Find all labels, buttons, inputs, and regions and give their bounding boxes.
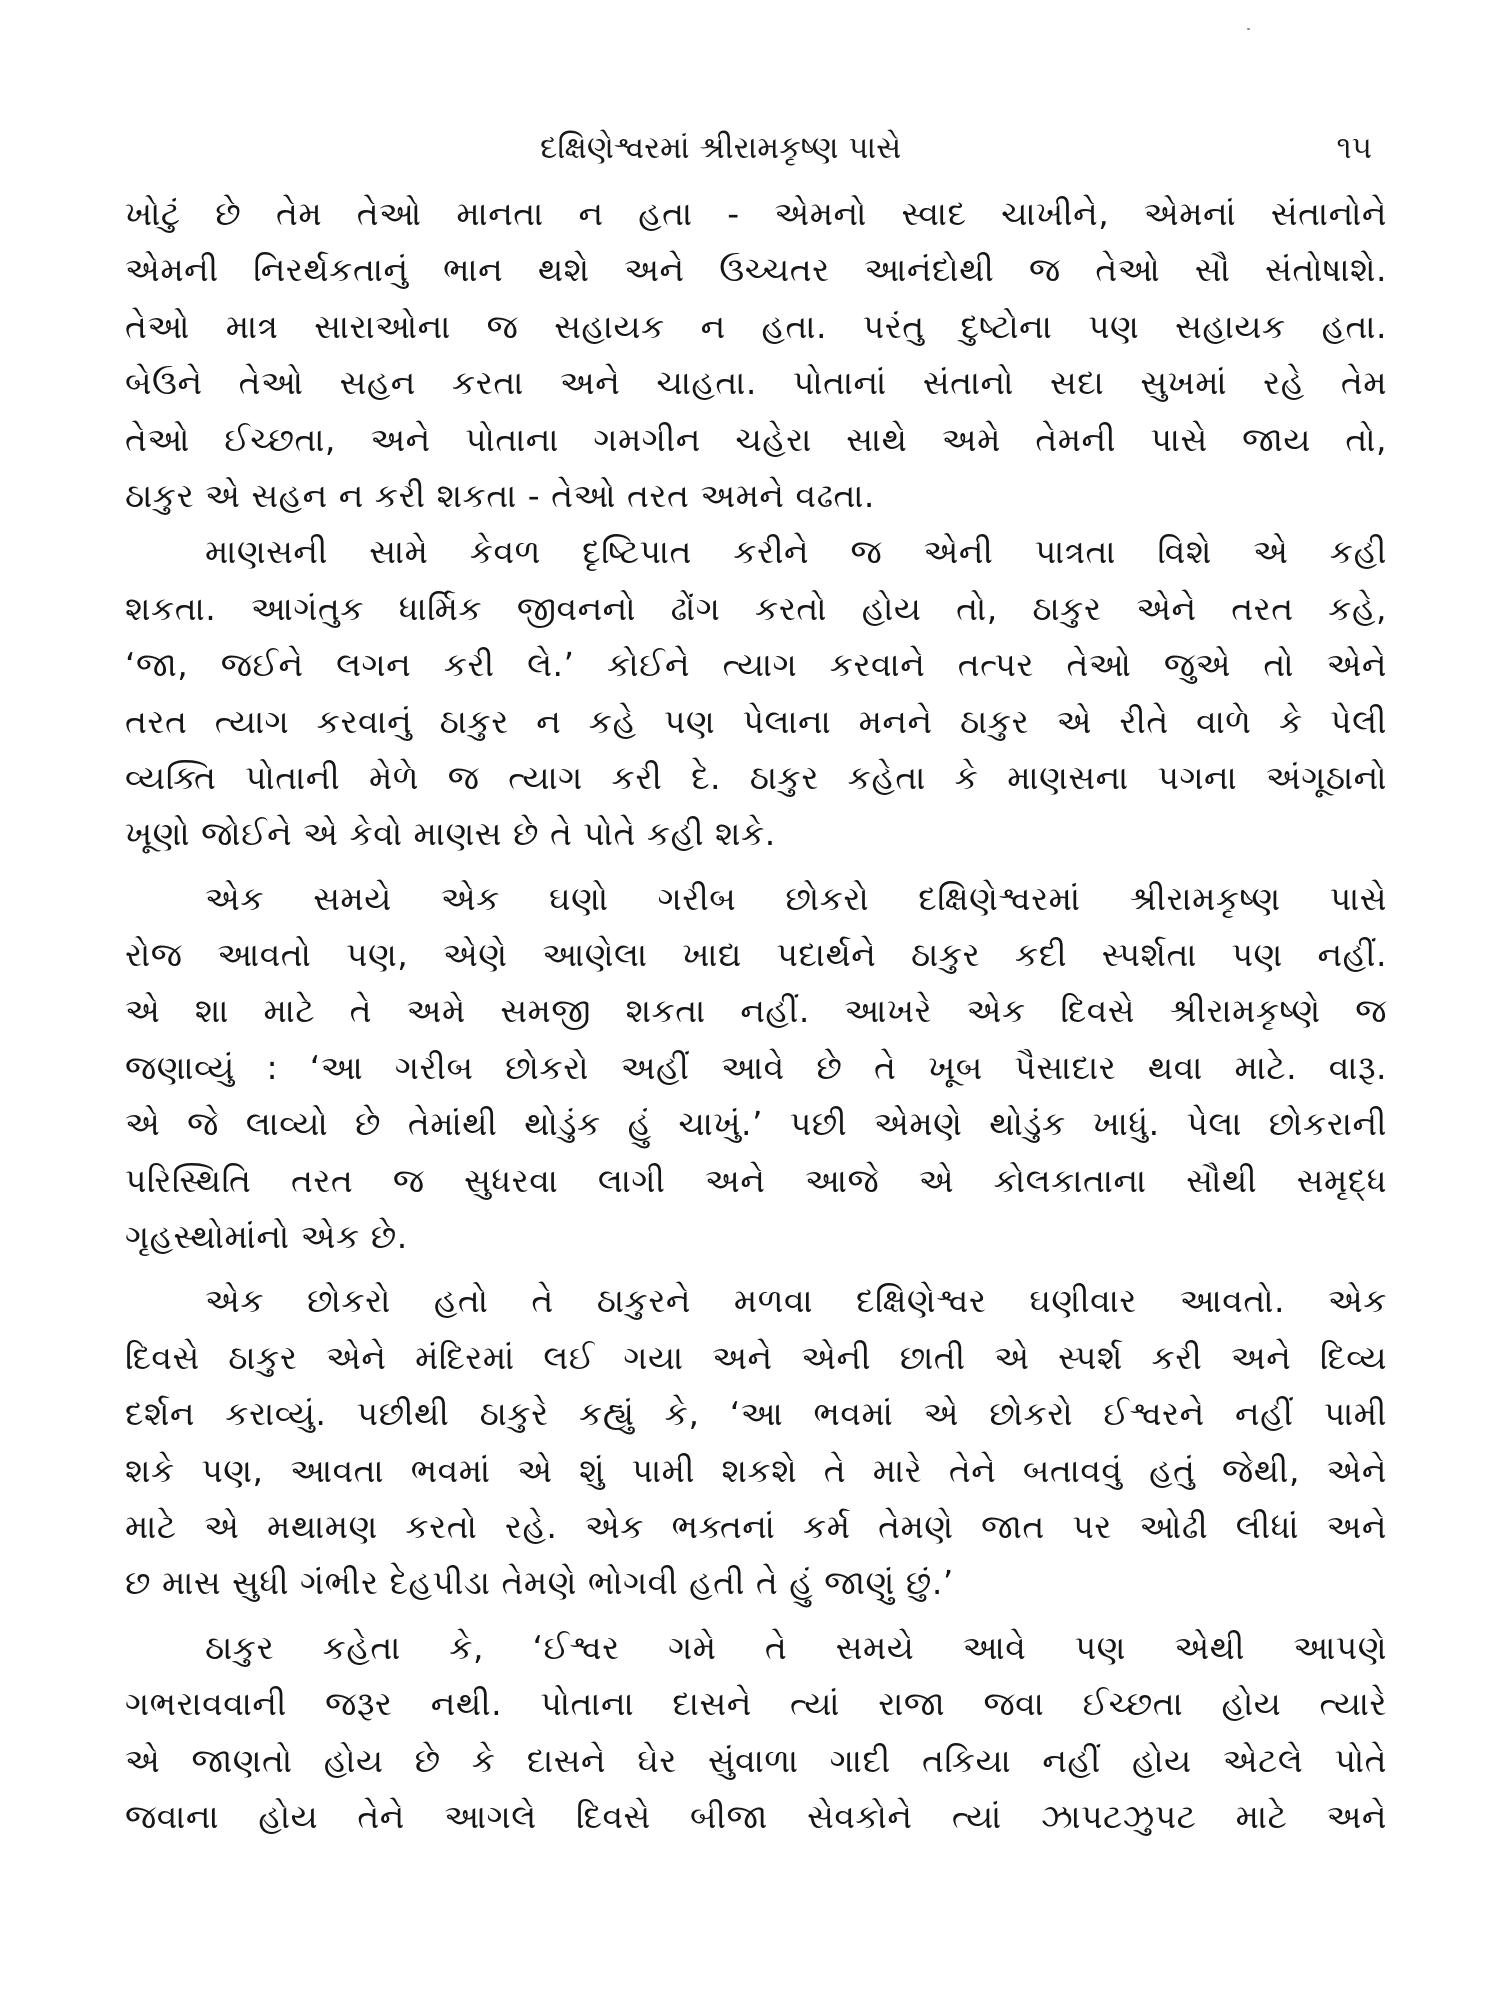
paragraph-4 <box>125 1273 1387 1611</box>
text-line: તેઓ ઈચ્છતા, અને પોતાના ગમગીન ચહેરા સાથે અમે તેમની પાસે જાય તો, <box>125 419 1387 459</box>
print-speck <box>1247 28 1250 30</box>
paragraph-1 <box>125 186 1387 524</box>
page-header <box>0 124 1500 184</box>
text-line: દિવસે ઠાકુર એને મંદિરમાં લઈ ગયા અને એની છાતી એ સ્પર્શ કરી અને દિવ્ય <box>125 1337 1387 1377</box>
paragraph-gap <box>125 863 1387 871</box>
text-line: એ જાણતો હોય છે કે દાસને ઘેર સુંવાળા ગાદી તકિયા નહીં હોય એટલે પોતે <box>125 1740 1387 1780</box>
text-line: બેઉને તેઓ સહન કરતા અને ચાહતા. પોતાનાં સંતાનો સદા સુખમાં રહે તેમ <box>125 363 1387 403</box>
text-line: જણાવ્યું : ‘આ ગરીબ છોકરો અહીં આવે છે તે ખૂબ પૈસાદાર થવા માટે. વારૂ. <box>125 1047 1387 1087</box>
text-line: ખોટું છે તેમ તેઓ માનતા ન હતા - એમનો સ્વાદ ચાખીને, એમનાં સંતાનોને <box>125 194 1387 233</box>
running-title: દક્ષિણેશ્વરમાં શ્રીરામકૃષ્ણ પાસે <box>540 130 902 166</box>
text-line: એ જે લાવ્યો છે તેમાંથી થોડુંક હું ચાખું.’ પછી એમણે થોડુંક ખાધું. પેલા છોકરાની <box>125 1104 1387 1144</box>
text-line: માટે એ મથામણ કરતો રહે. એક ભક્તનાં કર્મ તેમણે જાત પર ઓઢી લીધાં અને <box>125 1506 1387 1546</box>
text-line: જવાના હોય તેને આગલે દિવસે બીજા સેવકોને ત્યાં ઝાપટઝુપટ માટે અને <box>125 1796 1387 1836</box>
text-line: રોજ આવતો પણ, એણે આણેલા ખાદ્ય પદાર્થને ઠાકુર કદી સ્પર્શતા પણ નહીં. <box>125 935 1387 975</box>
text-line: છ માસ સુધી ગંભીર દેહપીડા તેમણે ભોગવી હતી તે હું જાણું છું.’ <box>125 1563 954 1603</box>
paragraph-3 <box>125 871 1387 1266</box>
text-line: દર્શન કરાવ્યું. પછીથી ઠાકુરે કહ્યું કે, ‘આ ભવમાં એ છોકરો ઈશ્વરને નહીં પામી <box>125 1394 1387 1434</box>
paragraph-5 <box>125 1620 1387 1846</box>
text-line: શકે પણ, આવતા ભવમાં એ શું પામી શકશે તે મારે તેને બતાવવું હતું જેથી, એને <box>125 1450 1387 1490</box>
paragraph-gap <box>125 1265 1387 1273</box>
text-line: એ શા માટે તે અમે સમજી શકતા નહીં. આખરે એક દિવસે શ્રીરામકૃષ્ણે જ <box>125 991 1387 1031</box>
text-line: એક છોકરો હતો તે ઠાકુરને મળવા દક્ષિણેશ્વર ઘણીવાર આવતો. એક <box>205 1281 1387 1321</box>
text-line: ગભરાવવાની જરૂર નથી. પોતાના દાસને ત્યાં રાજા જવા ઈચ્છતા હોય ત્યારે <box>125 1684 1387 1724</box>
text-line: એમની નિરર્થકતાનું ભાન થશે અને ઉચ્ચતર આનંદોથી જ તેઓ સૌ સંતોષાશે. <box>125 250 1387 290</box>
text-line: ગૃહસ્થોમાંનો એક છે. <box>125 1217 408 1257</box>
text-line: ખૂણો જોઈને એ કેવો માણસ છે તે પોતે કહી શકે. <box>125 814 776 854</box>
paragraph-2 <box>125 524 1387 862</box>
text-line: શકતા. આગંતુક ધાર્મિક જીવનનો ઢોંગ કરતો હોય તો, ઠાકુર એને તરત કહે, <box>125 588 1387 628</box>
page-number: ૧૫ <box>1336 130 1372 166</box>
text-line: ‘જા, જઈને લગન કરી લે.’ કોઈને ત્યાગ કરવાને તત્પર તેઓ જુએ તો એને <box>125 645 1387 685</box>
text-line: ઠાકુર કહેતા કે, ‘ઈશ્વર ગમે તે સમયે આવે પણ એથી આપણે <box>205 1627 1387 1667</box>
text-line: તરત ત્યાગ કરવાનું ઠાકુર ન કહે પણ પેલાના મનને ઠાકુર એ રીતે વાળે કે પેલી <box>125 701 1387 741</box>
text-line: માણસની સામે કેવળ દૃષ્ટિપાત કરીને જ એની પાત્રતા વિશે એ કહી <box>205 532 1387 572</box>
text-line: પરિસ્થિતિ તરત જ સુધરવા લાગી અને આજે એ કોલકાતાના સૌથી સમૃદ્ધ <box>125 1160 1387 1200</box>
text-line: તેઓ માત્ર સારાઓના જ સહાયક ન હતા. પરંતુ દુષ્ટોના પણ સહાયક હતા. <box>125 306 1387 346</box>
text-line: ઠાકુર એ સહન ન કરી શકતા - તેઓ તરત અમને વઢતા. <box>125 475 875 515</box>
paragraph-gap <box>125 1612 1387 1620</box>
text-line: વ્યક્તિ પોતાની મેળે જ ત્યાગ કરી દે. ઠાકુર કહેતા કે માણસના પગના અંગૂઠાનો <box>125 757 1387 797</box>
body-text <box>125 186 1387 1845</box>
text-line: એક સમયે એક ઘણો ગરીબ છોકરો દક્ષિણેશ્વરમાં શ્રીરામકૃષ્ણ પાસે <box>205 878 1387 918</box>
